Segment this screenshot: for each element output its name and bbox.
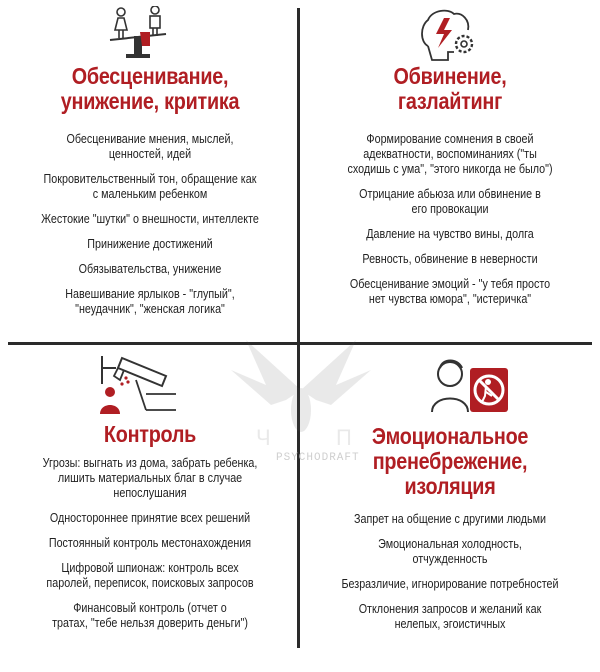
list-item: Формирование сомнения в своей адекватности, воспоминаниях ("ты сходишь с ума", "этого никогда не было") <box>347 132 553 176</box>
camera-surveillance-icon <box>96 354 180 416</box>
list-item: Ревность, обвинение в неверности <box>362 252 538 266</box>
list-item: Покровительственный тон, обращение как с маленьким ребенком <box>43 172 257 201</box>
list-item: Жестокие "шутки" о внешности, интеллекте <box>41 212 259 226</box>
list-item: Эмоциональная холодность, отчужденность <box>378 537 522 566</box>
list-item: Угрозы: выгнать из дома, забрать ребенка, лишить материальных благ в случае непослушания <box>42 456 258 500</box>
list-item: Отклонения запросов и желаний как нелепых, эгоистичных <box>358 602 542 631</box>
item-list <box>324 512 575 642</box>
list-item: Принижение достижений <box>87 237 213 251</box>
list-item: Давление на чувство вины, долга <box>366 227 534 241</box>
quadrant-neglect <box>300 344 600 672</box>
item-list <box>324 132 575 317</box>
item-list <box>24 132 275 327</box>
item-list <box>24 456 275 641</box>
watermark-text: PSYCHODRAFT <box>276 452 360 464</box>
quadrant-gaslighting <box>300 0 600 328</box>
quadrant-title: Обесценивание, унижение, критика <box>60 63 240 114</box>
watermark-right: П <box>336 425 352 450</box>
list-item: Финансовый контроль (отчет о тратах, "тебе нельзя доверить деньги") <box>52 601 248 630</box>
list-item: Постоянный контроль местонахождения <box>48 536 252 550</box>
list-item: Одностороннее принятие всех решений <box>49 511 251 525</box>
watermark-left: Ч <box>256 425 271 450</box>
list-item: Навешивание ярлыков - "глупый", "неудачник", "женская логика" <box>65 287 235 316</box>
brain-lightning-gear-icon <box>418 6 480 62</box>
list-item: Обязывательства, унижение <box>78 262 222 276</box>
list-item: Цифровой шпионаж: контроль всех паролей, переписок, поисковых запросов <box>46 561 254 590</box>
quadrant-title: Контроль <box>103 421 197 447</box>
list-item: Запрет на общение с другими людьми <box>354 512 546 526</box>
scales-people-icon <box>104 6 172 60</box>
quadrant-title: Обвинение, газлайтинг <box>393 63 507 114</box>
quadrant-devaluation <box>0 0 300 328</box>
list-item: Обесценивание эмоций - "у тебя просто нет чувства юмора", "истеричка" <box>349 277 551 306</box>
list-item: Безразличие, игнорирование потребностей <box>341 577 559 591</box>
list-item: Обесценивание мнения, мыслей, ценностей, идей <box>66 132 234 161</box>
quadrant-title: Эмоциональное пренебрежение, изоляция <box>371 423 529 499</box>
list-item: Отрицание абьюза или обвинение в его провокации <box>359 187 541 216</box>
person-prohibited-icon <box>430 352 510 414</box>
quadrant-control <box>0 344 300 672</box>
